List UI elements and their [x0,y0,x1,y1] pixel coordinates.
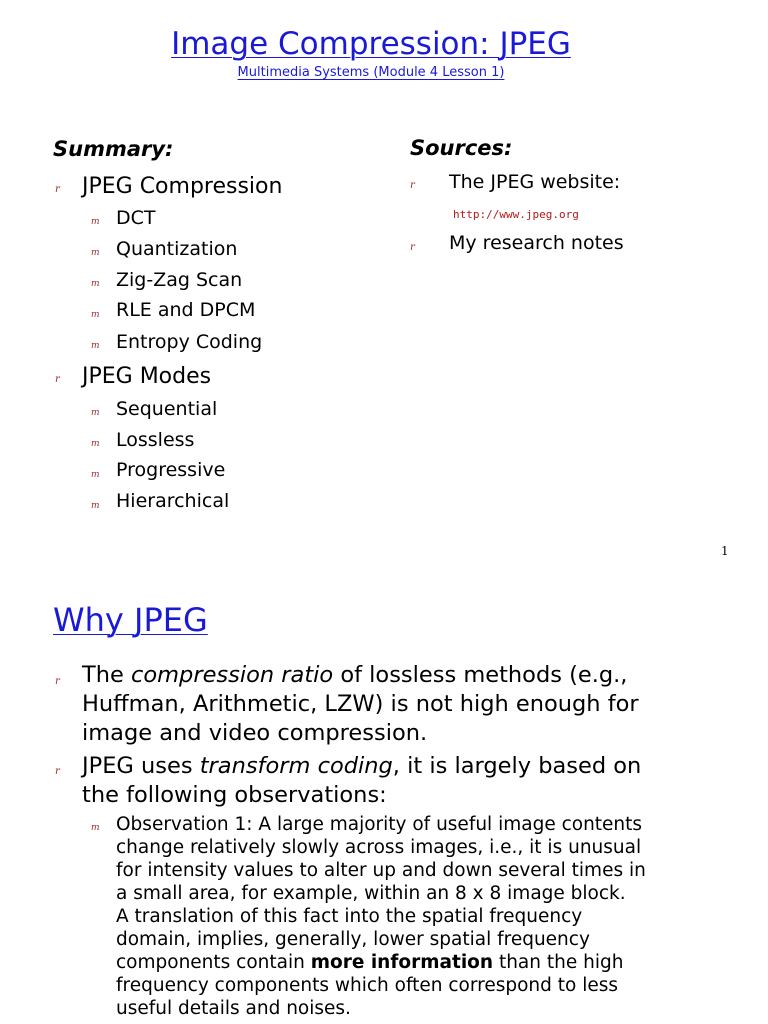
observation-line: A translation of this fact into the spatial frequency [116,906,583,927]
summary-subitem-sequential: Sequential [116,398,218,420]
page-number: 1 [721,544,729,558]
summary-subitem-quantization: Quantization [116,238,238,260]
source-item-research-notes: My research notes [449,232,624,254]
sub-bullet-glyph: m [91,279,100,289]
why-bullet1-line3: image and video compression. [82,720,428,746]
observation-line: a small area, for example, within an 8 x 8 image block. [116,883,626,904]
observation-line: for intensity values to alter up and down several times in [116,860,646,881]
sub-bullet-glyph: m [91,408,100,418]
source-item-jpeg-website: The JPEG website: [449,171,621,193]
slide-title [0,24,742,64]
bullet-glyph: r [55,766,60,777]
summary-subitem-zigzag: Zig-Zag Scan [116,269,243,291]
why-bullet2-line1: JPEG uses transform coding, it is largely based on [82,753,642,779]
summary-subitem-hierarchical: Hierarchical [116,490,230,512]
summary-subitem-progressive: Progressive [116,459,226,481]
summary-subitem-rle-dpcm: RLE and DPCM [116,299,256,321]
summary-item-jpeg-modes: JPEG Modes [82,364,212,389]
sub-bullet-glyph: m [91,217,100,227]
bullet-glyph: r [410,242,415,253]
summary-heading: Summary: [53,137,174,161]
why-bullet1-line2: Huffman, Arithmetic, LZW) is not high enough for [82,691,639,717]
why-jpeg-title [53,601,208,639]
summary-subitem-entropy-coding: Entropy Coding [116,331,263,353]
why-bullet2-line2: the following observations: [82,782,387,808]
sub-bullet-glyph: m [91,439,100,449]
sub-bullet-glyph: m [91,501,100,511]
observation-line: Observation 1: A large majority of useful image contents [116,814,643,835]
sub-bullet-glyph: m [91,470,100,480]
summary-item-jpeg-compression: JPEG Compression [82,174,283,199]
slide-title-link[interactable]: Image Compression: JPEG [171,26,571,62]
bullet-glyph: r [55,184,60,195]
why-bullet-transform-coding [82,752,722,810]
why-bullet-compression-ratio [82,661,722,748]
observation-line: frequency components which often correspond to less [116,975,619,996]
sub-bullet-glyph: m [91,248,100,258]
why-jpeg-title-link[interactable]: Why JPEG [53,601,208,639]
sub-bullet-glyph: m [91,341,100,351]
sources-heading: Sources: [410,136,513,160]
observation-1 [116,813,706,1020]
bullet-glyph: r [55,374,60,385]
observation-line: domain, implies, generally, lower spatial frequency [116,929,590,950]
why-bullet1-line1: The compression ratio of lossless methods (e.g., [82,662,628,688]
sub-bullet-glyph: m [91,310,100,320]
bullet-glyph: r [55,676,60,687]
slide-subtitle-link[interactable]: Multimedia Systems (Module 4 Lesson 1) [237,65,505,80]
observation-line: change relatively slowly across images, i.e., it is unusual [116,837,642,858]
summary-subitem-lossless: Lossless [116,429,195,451]
source-url-link[interactable]: http://www.jpeg.org [453,208,579,221]
summary-subitem-dct: DCT [116,207,156,229]
slide-subtitle [0,64,742,82]
observation-line: useful details and noises. [116,998,351,1019]
bullet-glyph: r [410,180,415,191]
observation-line: components contain more information than the high [116,952,624,973]
sub-bullet-glyph: m [91,823,100,833]
